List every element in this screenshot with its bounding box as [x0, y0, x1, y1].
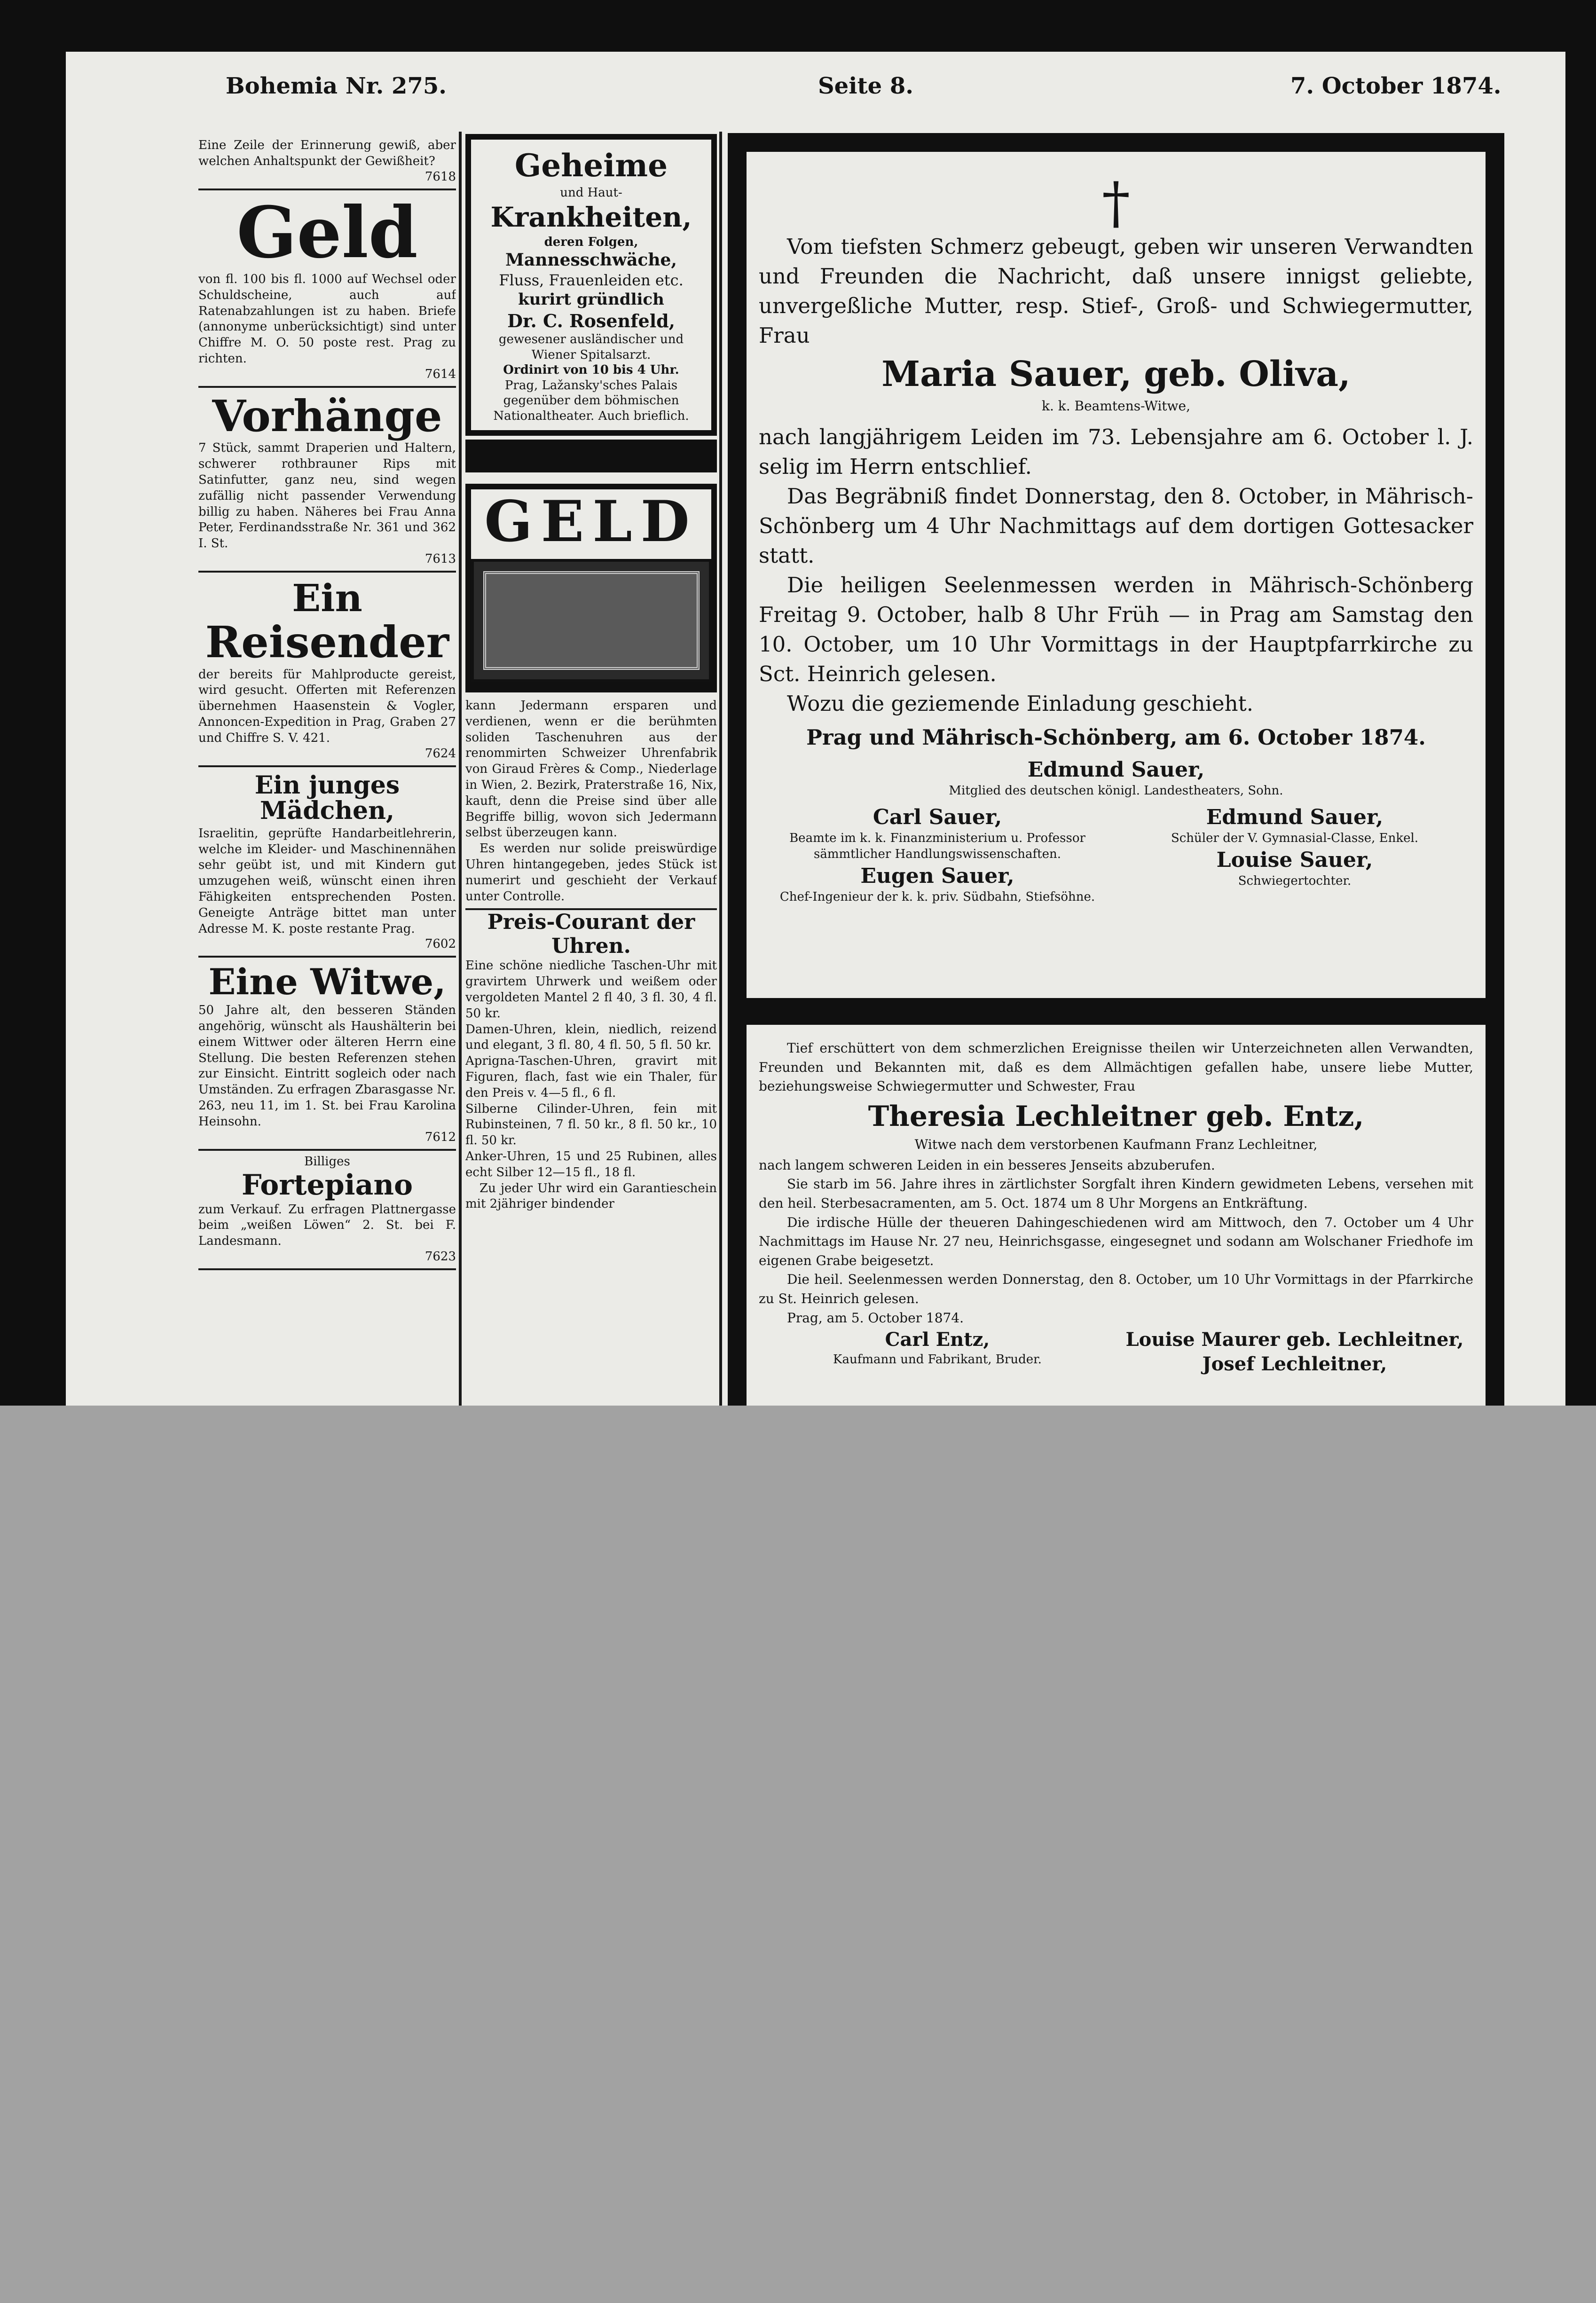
ad-preheadline: Billiges	[304, 1154, 350, 1169]
watch-ad-paragraph: kann Jedermann ersparen und verdienen, wenn er die berühmten soliden Taschenuhren aus der renommirten Schweizer Uhrenfabrik von Giraud Frères & Comp., Niederlage in Wien, 2. Bezirk, Praterstraße 16, Nix, kauft, denn die Preise sind über alle Begriffe billig, wovon sich Jedermann selbst überzeugen kann.	[465, 699, 717, 840]
ad-code: 7614	[425, 367, 456, 381]
ad-text: zum Verkauf. Zu erfragen Plattnergasse beim „weißen Löwen“ 2. St. bei F. Landesmann.	[198, 1202, 456, 1249]
ad-headline: Eine Witwe,	[208, 961, 446, 1003]
ad-code: 7613	[425, 552, 456, 566]
obituary-text: nach langjährigem Leiden im 73. Lebensjahre am 6. October l. J. selig im Herrn entschlief.	[759, 424, 1473, 479]
classified-ad	[198, 388, 456, 573]
black-bar	[465, 440, 717, 472]
ad-text: 50 Jahre alt, den besseren Ständen angehörig, wünscht als Haushälterin bei einem Wittwer oder älteren Herrn eine Stellung. Die besten Referenzen stehen zur Einsicht. Eintritt sogleich oder nach Umständen. Zu erfragen Zbarasgasse Nr. 263, neu 11, im 1. St. bei Frau Karolina Heinsohn.	[198, 1003, 456, 1129]
signatory-desc: Kaufmann und Fabrikant, Bruder.	[833, 1352, 1042, 1367]
ad-code: 7624	[425, 746, 456, 761]
signatory-desc: Beamte im k. k. Finanzministerium u. Professor sämmtlicher Handlungswissenschaften.	[789, 831, 1085, 861]
page-number: Seite 8.	[818, 73, 913, 99]
ad-headline: Geld	[236, 191, 418, 274]
classified-column-2	[465, 134, 717, 1406]
ad-code: 7623	[425, 1249, 456, 1264]
obituary-text: Sie starb im 56. Jahre ihres in zärtlichster Sorgfalt ihren Kindern gewidmeten Lebens, versehen mit den heil. Sterbesacramenten, am 5. Oct. 1874 um 8 Uhr Morgens an Entkräftung.	[759, 1176, 1473, 1211]
classified-ad	[198, 1151, 456, 1270]
obituary-text: Die heil. Seelenmessen werden Donnerstag, den 8. October, um 10 Uhr Vormittags in der Pfarrkirche zu St. Heinrich gelesen.	[759, 1272, 1473, 1306]
deceased-title: k. k. Beamtens-Witwe,	[1041, 398, 1190, 414]
obituary-text: Die irdische Hülle der theueren Dahingeschiedenen wird am Mittwoch, den 7. October um 4 Uhr Nachmittags im Hause Nr. 27 neu, Heinrichsgasse, eingesegnet und sodann am Wolschaner Friedhofe im eigenen Grabe beigesetzt.	[759, 1214, 1473, 1268]
deceased-name: Theresia Lechleitner geb. Entz,	[868, 1100, 1364, 1133]
ad-text: Israelitin, geprüfte Handarbeitlehrerin, welche im Kleider- und Maschinennähen sehr geübt ist, und mit Kindern gut umzugehen weiß, wünscht einen ihren Fähigkeiten entsprechenden Posten. Geneigte Anträge bittet man unter Adresse M. K. poste restante Prag.	[198, 826, 456, 936]
ad-headline: Ein junges Mädchen,	[254, 770, 400, 825]
price-item: Eine schöne niedliche Taschen-Uhr mit gravirtem Uhrwerk und weißem oder vergoldeten Mantel 2 fl 40, 3 fl. 30, 4 fl. 50 kr.	[465, 959, 717, 1021]
column-rule	[719, 132, 722, 1406]
classified-ad	[198, 573, 456, 767]
price-item: Silberne Cilinder-Uhren, fein mit Rubinsteinen, 7 fl. 50 kr., 8 fl. 50 kr., 10 fl. 50 kr.	[465, 1101, 717, 1148]
doctor-ad-box	[465, 134, 717, 436]
doctor-ad-line: Ordinirt von 10 bis 4 Uhr.	[503, 363, 679, 377]
ad-headline: Reisender	[205, 617, 449, 668]
ad-code: 7618	[425, 169, 456, 184]
deceased-title: Witwe nach dem verstorbenen Kaufmann Franz Lechleitner,	[914, 1136, 1318, 1152]
banknote-illustration	[471, 559, 712, 682]
price-list-title: Preis-Courant der Uhren.	[465, 908, 717, 958]
masthead-left: Bohemia Nr. 275.	[226, 73, 447, 99]
obituary-text: Vom tiefsten Schmerz gebeugt, geben wir unseren Verwandten und Freunden die Nachricht, daß unsere innigst geliebte, unvergeßliche Mutter, resp. Stief-, Groß- und Schwiegermutter, Frau	[759, 234, 1473, 348]
watch-ad-title: GELD	[484, 488, 698, 555]
cross-icon: †	[1102, 171, 1130, 236]
signatory-name: Edmund Sauer,	[1206, 805, 1384, 829]
ad-text: Eine Zeile der Erinnerung gewiß, aber welchen Anhaltspunkt der Gewißheit?	[198, 138, 456, 168]
masthead-date: 7. October 1874.	[1290, 73, 1502, 99]
signatory-name: Carl Entz,	[885, 1328, 990, 1351]
classified-ad	[198, 767, 456, 958]
classified-ad	[198, 190, 456, 388]
signatory-name: Edmund Sauer,	[1027, 758, 1205, 782]
doctor-ad-line: Fluss, Frauenleiden etc.	[499, 271, 684, 289]
obituary-place-date: Prag und Mährisch-Schönberg, am 6. October 1874.	[806, 725, 1426, 750]
doctor-ad-line: Prag, Lažansky'sches Palais gegenüber dem böhmischen Nationaltheater. Auch brieflich.	[493, 378, 689, 423]
classified-column-1	[198, 134, 456, 1406]
signatory-desc: Mitglied des deutschen königl. Landestheaters, Sohn.	[949, 784, 1283, 798]
ad-headline: Ein	[292, 576, 362, 621]
ad-text: von fl. 100 bis fl. 1000 auf Wechsel oder Schuldscheine, auch auf Ratenabzahlungen ist zu haben. Briefe (annonyme unberücksichtigt) sind unter Chiffre M. O. 50 poste rest. Prag zu richten.	[198, 272, 456, 366]
doctor-ad-line: kurirt gründlich	[518, 290, 664, 309]
signatory-name: Louise Sauer,	[1216, 848, 1373, 872]
price-item: Damen-Uhren, klein, niedlich, reizend und elegant, 3 fl. 80, 4 fl. 50, 5 fl. 50 kr.	[465, 1022, 717, 1053]
deceased-name: Maria Sauer, geb. Oliva,	[881, 354, 1351, 394]
watch-ad-paragraph: Es werden nur solide preiswürdige Uhren hintangegeben, jedes Stück ist numerirt und geschieht der Verkauf unter Controlle.	[465, 841, 717, 904]
signatory-desc: Schüler der V. Gymnasial-Classe, Enkel.	[1171, 831, 1419, 846]
obituary-lechleitner	[728, 1006, 1504, 1406]
ad-text: der bereits für Mahlproducte gereist, wird gesucht. Offerten mit Referenzen übernehmen Haasenstein & Vogler, Annoncen-Expedition in Prag, Graben 27 und Chiffre S. V. 421.	[198, 667, 456, 745]
signatory-name: Louise Maurer geb. Lechleitner,	[1125, 1328, 1464, 1351]
ad-headline: Fortepiano	[241, 1168, 413, 1202]
classified-ad	[198, 958, 456, 1150]
doctor-ad-title: Krankheiten,	[490, 201, 692, 233]
classified-ad	[198, 134, 456, 190]
ad-text: 7 Stück, sammt Draperien und Haltern, schwerer rothbrauner Rips mit Satinfutter, ganz neu, sind wegen zufällig nicht passender Verwendung billig zu haben. Näheres bei Frau Anna Peter, Ferdinandsstraße Nr. 361 und 362 I. St.	[198, 441, 456, 551]
doctor-ad-line: deren Folgen,	[544, 235, 638, 249]
column-rule	[459, 132, 462, 1406]
price-item: Aprigna-Taschen-Uhren, gravirt mit Figuren, flach, fast wie ein Thaler, für den Preis v. 4—5 fl., 6 fl.	[465, 1054, 717, 1100]
watch-ad-text	[465, 698, 717, 1212]
obituary-text: Die heiligen Seelenmessen werden in Mährisch-Schönberg Freitag 9. October, halb 8 Uhr Früh — in Prag am Samstag den 10. October, um 10 Uhr Vormittags in der Hauptpfarrkirche zu Sct. Heinrich gelesen.	[759, 573, 1473, 686]
price-item: Zu jeder Uhr wird ein Garantieschein mit 2jähriger bindender	[465, 1181, 717, 1211]
signatory-name: Carl Sauer,	[873, 805, 1002, 829]
obituary-text: Wozu die geziemende Einladung geschieht.	[787, 691, 1254, 716]
ad-code: 7612	[425, 1130, 456, 1144]
ad-code: 7602	[425, 937, 456, 951]
obituary-sauer	[728, 133, 1504, 1017]
doctor-ad-line: Mannesschwäche,	[505, 250, 677, 270]
signatory-name: Eugen Sauer,	[860, 864, 1014, 888]
ad-headline: Vorhänge	[212, 390, 442, 441]
price-item: Anker-Uhren, 15 und 25 Rubinen, alles echt Silber 12—15 fl., 18 fl.	[465, 1149, 717, 1179]
signatory-name: Josef Lechleitner,	[1202, 1353, 1387, 1376]
signatory-desc: Schwiegertochter.	[1238, 874, 1352, 888]
doctor-ad-title: Geheime	[514, 147, 668, 184]
obituary-text: Das Begräbniß findet Donnerstag, den 8. October, in Mährisch-Schönberg um 4 Uhr Nachmittags auf dem dortigen Gottesacker statt.	[759, 484, 1473, 568]
watch-ad-box	[465, 484, 717, 692]
doctor-name: Dr. C. Rosenfeld,	[507, 310, 675, 331]
obituary-place-date: Prag, am 5. October 1874.	[787, 1310, 964, 1326]
doctor-ad-line: und Haut-	[560, 185, 622, 200]
obituary-text: nach langem schweren Leiden in ein besseres Jenseits abzuberufen.	[759, 1157, 1215, 1173]
doctor-ad-line: gewesener ausländischer und Wiener Spitalsarzt.	[498, 332, 684, 362]
signatory-desc: Chef-Ingenieur der k. k. priv. Südbahn, Stiefsöhne.	[779, 889, 1095, 904]
obituary-text: Tief erschüttert von dem schmerzlichen Ereignisse theilen wir Unterzeichneten allen Verwandten, Freunden und Bekannten mit, daß es dem Allmächtigen gefallen habe, unsere liebe Mutter, beziehungsweise Schwiegermutter und Schwester, Frau	[759, 1040, 1473, 1094]
